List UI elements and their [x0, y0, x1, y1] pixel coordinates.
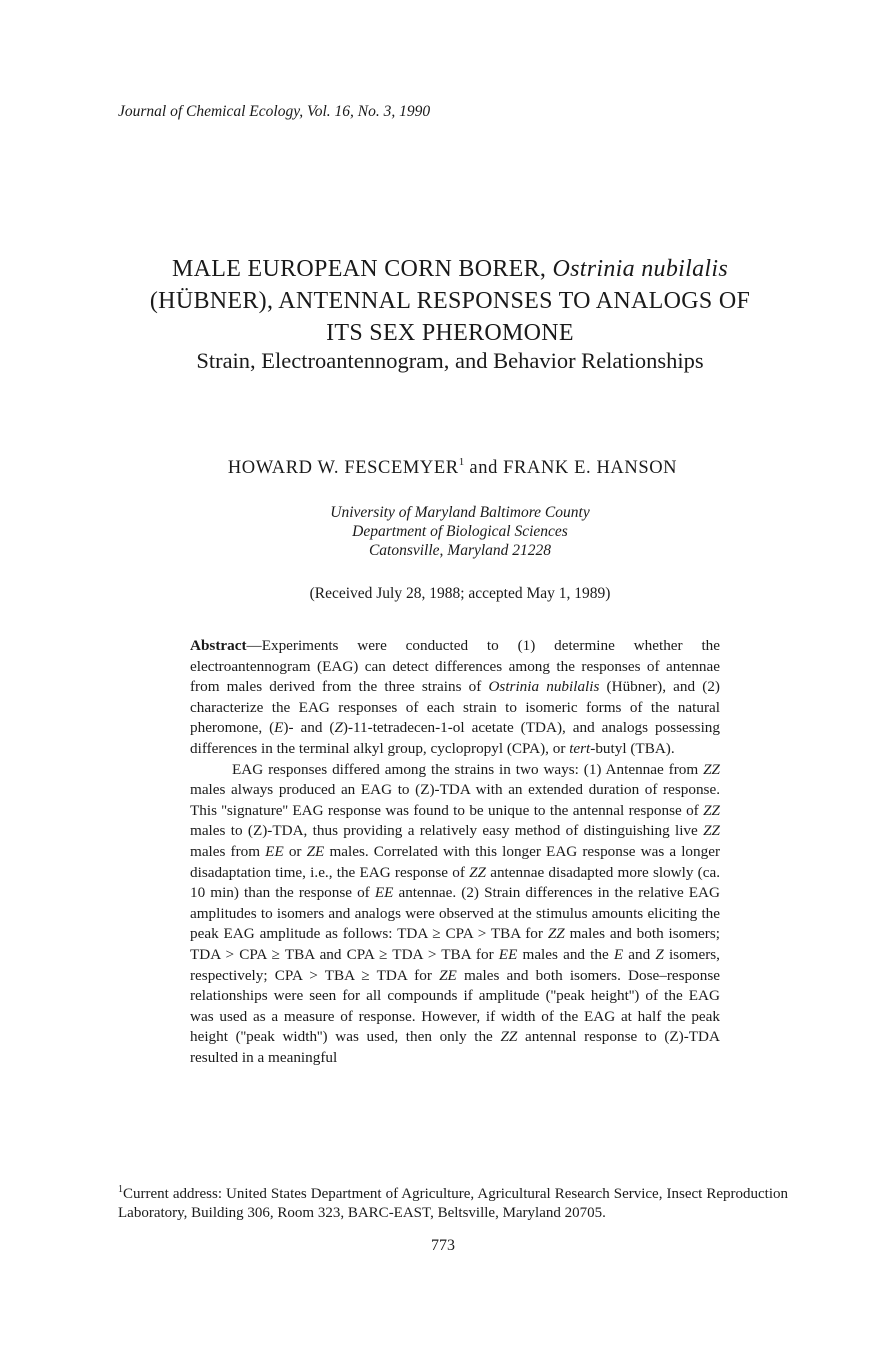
article-title [100, 253, 800, 349]
abstract-text: males from [190, 842, 266, 860]
species-name: Ostrinia nubilalis [488, 678, 600, 696]
abstract-text: males always produced an EAG to (Z)-TDA with an extended duration of response. This ''signature'' EAG response was found to be unique to the antennal response of [190, 781, 720, 819]
abstract-text: EAG responses differed among the strains in two ways: (1) Antennae from [232, 760, 704, 778]
abstract-text: males and both isomers. Dose–response relationships were seen for all compounds if amplitude (''peak height'') of the EAG was used as a measure of response. However, if width of the EAG at half the peak height (''peak width'') was used, then only the [190, 966, 720, 1046]
abstract-text: isomers, respectively; CPA > TBA ≥ TDA for [190, 945, 720, 984]
isomer-e: E [274, 719, 284, 737]
author-line [100, 456, 805, 479]
abstract-text: antennae. (2) Strain differences in the relative EAG amplitudes to isomers and analogs were observed at the stimulus amounts eliciting the peak EAG amplitude as follows: TDA ≥ CPA > TBA for [190, 884, 720, 943]
page-number: 773 [431, 1237, 455, 1254]
abstract-paragraph-1 [190, 636, 720, 760]
abstract-label: Abstract [190, 637, 247, 654]
abstract-text: —Experiments were conducted to (1) determine whether the electroantennogram (EAG) can detect differences among the responses of antennae from males derived from the three strains of [190, 637, 720, 696]
abstract-text: antennal response to (Z)-TDA resulted in a meaningful [190, 1028, 720, 1066]
strain-zz: ZZ [500, 1028, 518, 1046]
abstract-text: males and the [517, 945, 614, 963]
abstract-text: males and both isomers; TDA > CPA ≥ TBA and CPA ≥ TDA > TBA for [190, 925, 720, 963]
isomer-z: Z [334, 719, 343, 737]
abstract-text: )-11-tetradecen-1-ol acetate (TDA), and analogs possessing differences in the terminal alkyl group, cyclopropyl (CPA), or [190, 719, 720, 757]
abstract-text: (Hübner), and (2) characterize the EAG responses of each strain to isomeric forms of the natural pheromone, ( [190, 678, 720, 737]
strain-zz: ZZ [703, 822, 720, 840]
author-conjunction: and [464, 458, 504, 478]
journal-citation: Journal of Chemical Ecology, Vol. 16, No. 3, 1990 [118, 103, 431, 120]
author-2: FRANK E. HANSON [503, 458, 678, 478]
received-dates: (Received July 28, 1988; accepted May 1, 1989) [309, 585, 611, 602]
abstract-text: males. Correlated with this longer EAG response was a longer disadaptation time, i.e., the EAG response of [190, 842, 721, 881]
abstract-text: -butyl (TBA). [590, 739, 675, 757]
abstract-text: males to (Z)-TDA, thus providing a relatively easy method of distinguishing live [190, 822, 704, 840]
abstract-paragraph-2 [190, 760, 720, 1069]
strain-zz: ZZ [703, 760, 720, 778]
abstract-text: or [283, 842, 307, 860]
title-part3: ITS SEX PHEROMONE [326, 320, 574, 346]
affiliation [160, 503, 760, 560]
affiliation-line-2: Department of Biological Sciences [352, 523, 568, 540]
isomer-z: Z [655, 945, 664, 963]
footnote [118, 1180, 788, 1223]
affiliation-line-1: University of Maryland Baltimore County [330, 504, 590, 521]
strain-zz: ZZ [469, 863, 487, 881]
footnote-marker: 1 [458, 456, 465, 468]
isomer-e: E [613, 945, 624, 963]
strain-zz: ZZ [703, 801, 720, 819]
strain-ee: EE [374, 884, 394, 902]
article-subtitle: Strain, Electroantennogram, and Behavior Relationships [196, 348, 704, 373]
abstract-text: )- and ( [283, 719, 335, 737]
strain-zz: ZZ [547, 925, 565, 943]
author-1: HOWARD W. FESCEMYER [227, 458, 459, 478]
abstract [190, 636, 720, 1068]
footnote-text: Current address: United States Department of Agriculture, Agricultural Research Service, Insect Reproduction Laboratory, Building 306, Room 323, BARC-EAST, Beltsville, Maryland 20705. [118, 1186, 788, 1221]
title-species: Ostrinia nubilalis [552, 256, 728, 282]
title-part1: MALE EUROPEAN CORN BORER, [172, 256, 553, 282]
strain-ze: ZE [306, 842, 325, 860]
title-part2: (HÜBNER), ANTENNAL RESPONSES TO ANALOGS OF [149, 288, 751, 314]
abstract-text: antennae disadapted more slowly (ca. 10 min) than the response of [190, 863, 720, 902]
tert-prefix: tert [569, 739, 591, 757]
footnote-mark: 1 [118, 1184, 123, 1195]
abstract-text: and [623, 945, 656, 963]
affiliation-line-3: Catonsville, Maryland 21228 [368, 542, 552, 559]
strain-ee: EE [498, 945, 518, 963]
strain-ee: EE [265, 842, 284, 860]
strain-ze: ZE [439, 966, 457, 984]
